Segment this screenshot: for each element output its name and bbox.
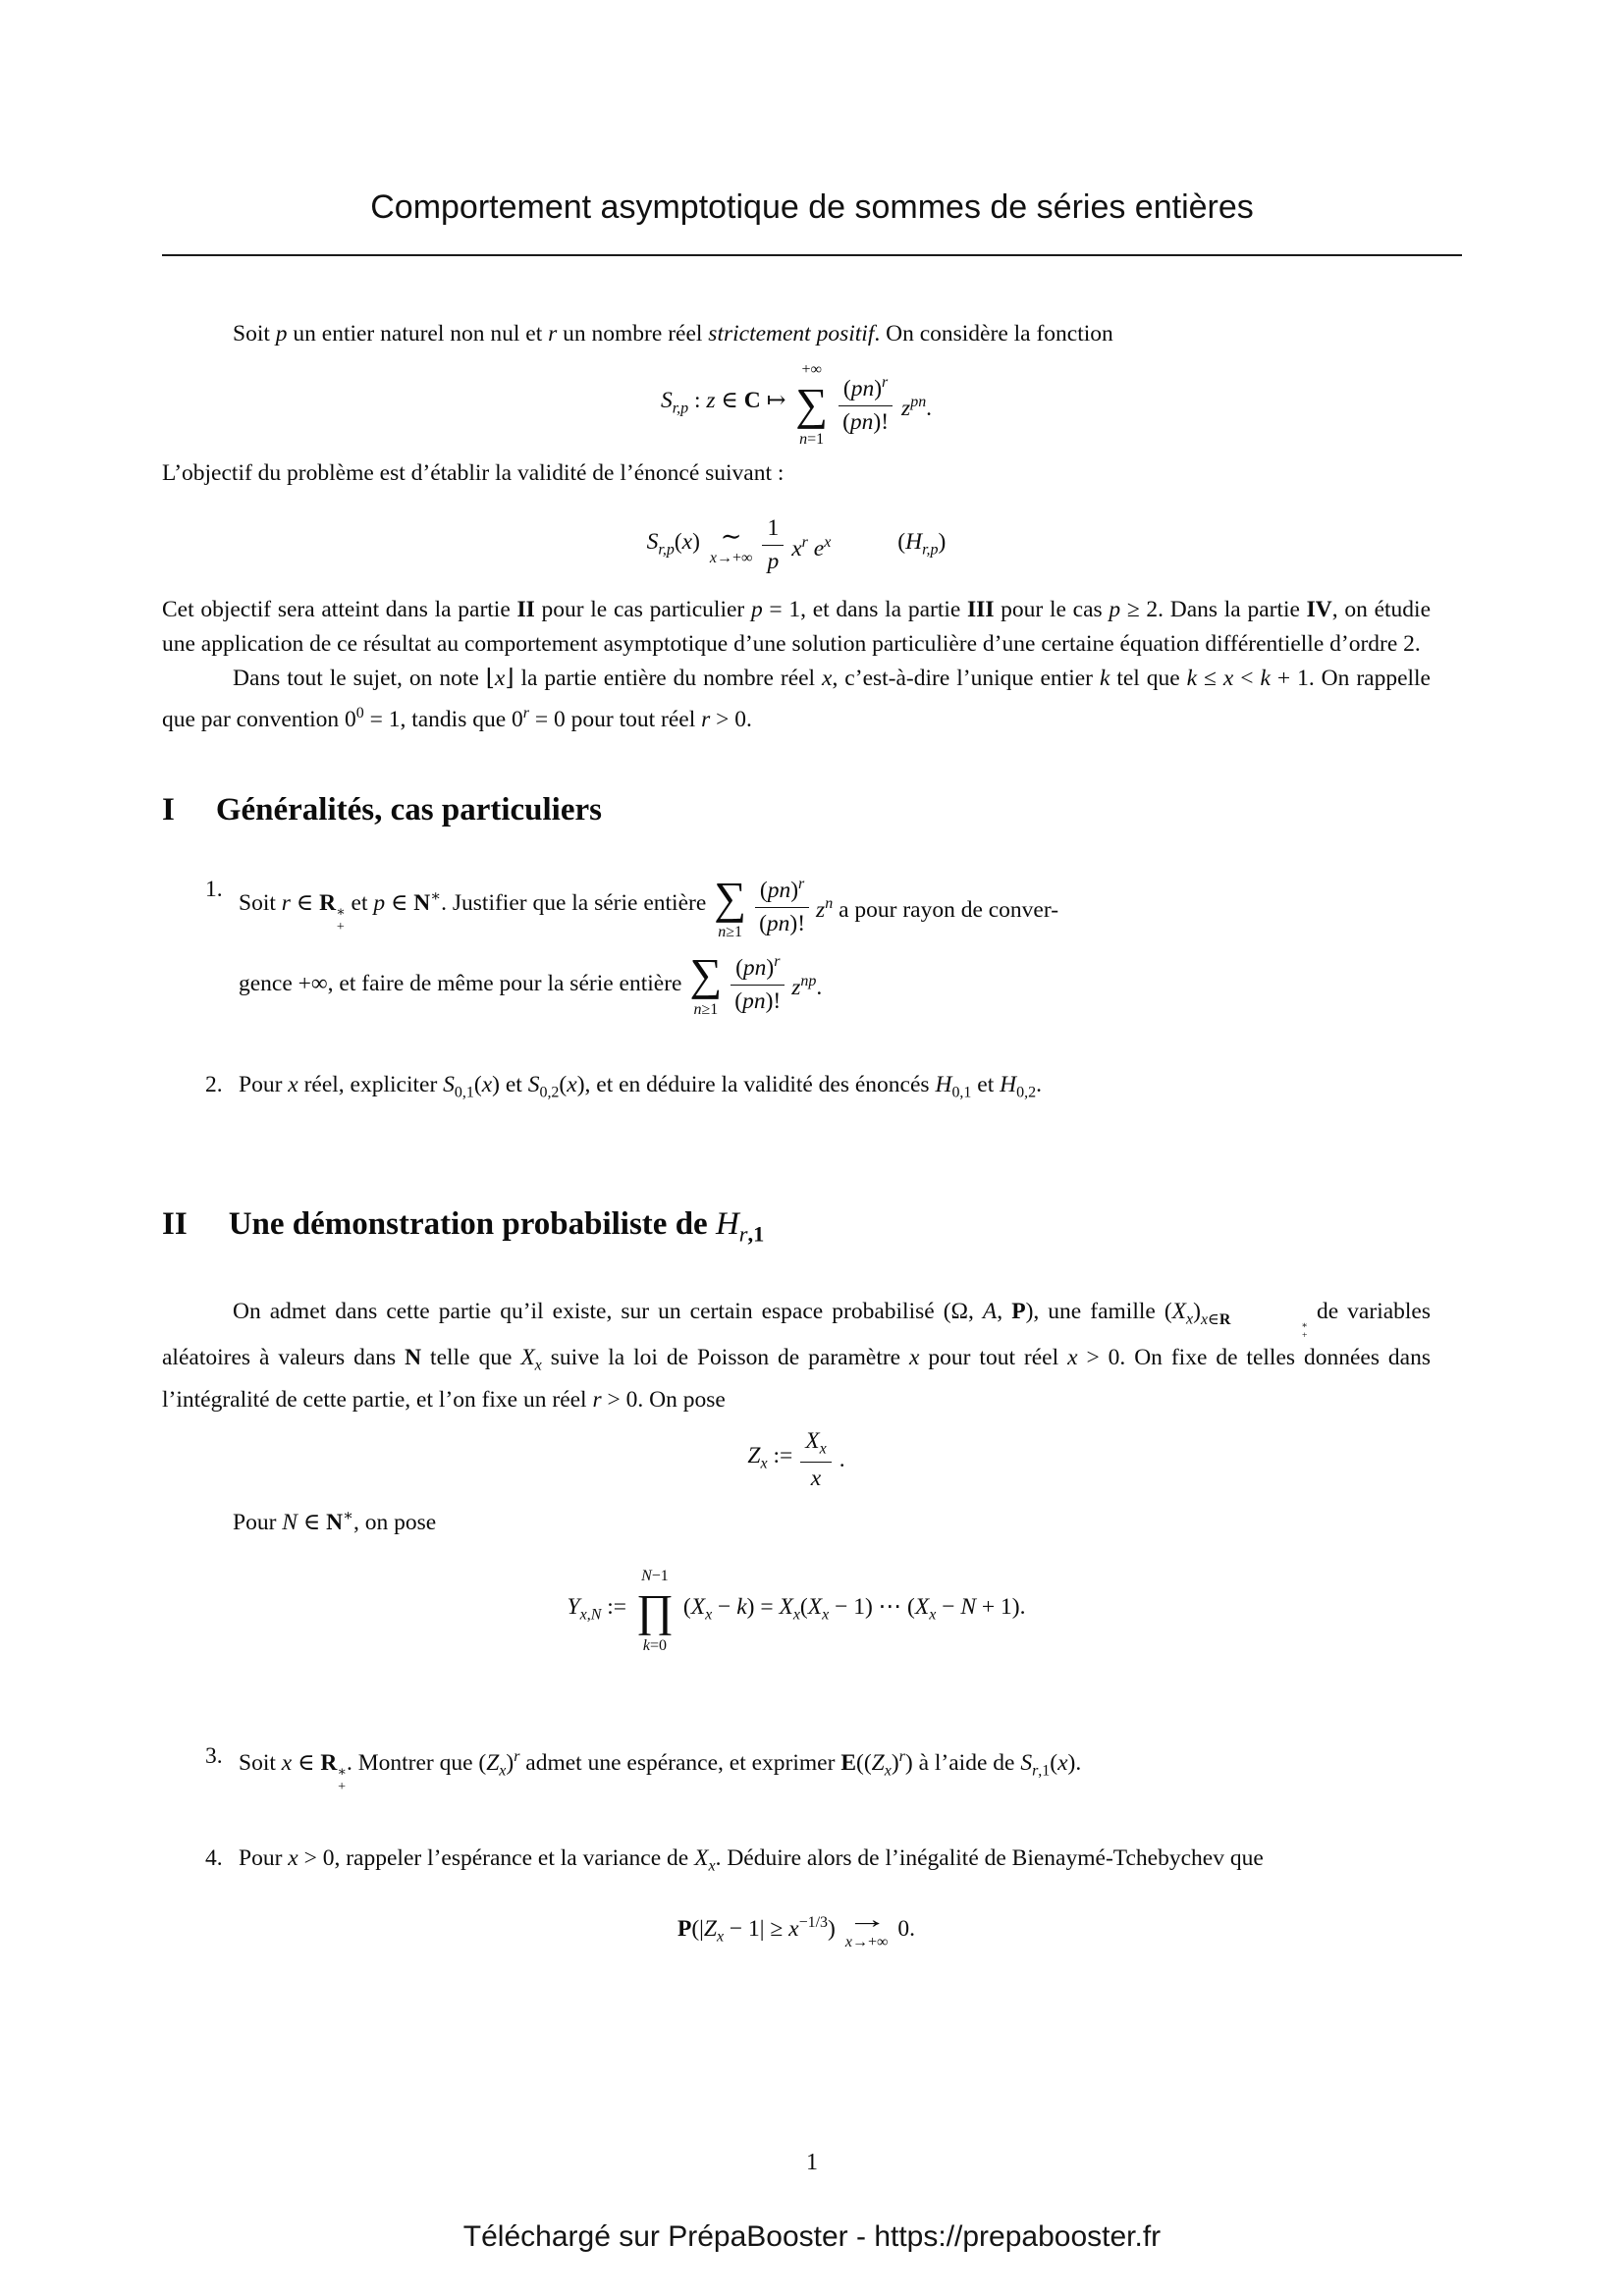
fraction-numerator: (pn)$^r$	[839, 373, 893, 406]
product-operator	[636, 1568, 674, 1655]
question-1-line-1	[239, 873, 1431, 942]
product-symbol: ∏	[636, 1585, 674, 1636]
question-1-line-2	[239, 949, 1431, 1019]
formula-equivalence	[162, 514, 1431, 577]
fraction-numerator: $X_x$	[800, 1427, 831, 1463]
sum-symbol: ∑	[689, 949, 723, 1000]
formula-series-rhs: $z^{pn}$.	[901, 393, 933, 421]
sum-lower-limit: n≥1	[693, 1000, 719, 1018]
formula-probability-limit	[162, 1905, 1431, 1954]
formula-p-lhs: $P(|Z_x - 1| \ge x^{-1/3})$	[677, 1913, 836, 1946]
limit-arrow-subscript: x→+∞	[844, 1933, 889, 1950]
sum-lower-limit: n=1	[799, 430, 825, 448]
question-2-number: 2.	[205, 1072, 223, 1098]
formula-z-rhs: .	[839, 1447, 845, 1473]
formula-equiv-rhs: $x^r$ $e^x$	[791, 534, 832, 561]
formula-equiv-lhs: $S_{r,p}(x)$	[646, 528, 700, 559]
intro-paragraph-4: Dans tout le sujet, on note ⌊x⌋ la partie entière du nombre réel x, c’est-à-dire l’unique entier k tel que k ≤ x < k + 1. On rappelle que par convention $0^0 = 1$, tandis que $0^r = 0$ pour tout réel r > 0.	[162, 665, 1431, 732]
fraction-denominator: x	[810, 1465, 822, 1491]
fraction-denominator: p	[767, 549, 780, 575]
sum-operator	[795, 361, 828, 449]
formula-y-rhs: $(X_x - k) = X_x(X_x - 1)$ ⋯ $(X_x - N + 1)$.	[682, 1594, 1026, 1624]
asymptotic-sim-operator	[710, 523, 753, 568]
question-1-text-3: gence +∞, et faire de même pour la série entière	[239, 971, 682, 997]
question-3-body: Soit x ∈ R ∗ + . Montrer que $(Z_x)^r$ admet une espérance, et exprimer $E((Z_x)^r)$ à l’aide de $S_{r,1}(x)$.	[239, 1748, 1082, 1795]
title-rule	[162, 254, 1462, 256]
formula-series-lhs: $S_{r,p}$ : z ∈ C ↦	[660, 388, 786, 417]
section-2-paragraph-2: Pour N ∈ N∗, on pose	[233, 1508, 437, 1535]
sum-operator	[689, 949, 722, 1019]
sum-symbol: ∑	[795, 379, 829, 430]
fraction-numerator: 1	[762, 514, 784, 546]
section-2-number: II	[162, 1205, 188, 1242]
document-title: Comportement asymptotique de sommes de séries entières	[370, 188, 1254, 226]
section-1-number: I	[162, 791, 175, 828]
question-1-body	[239, 873, 1431, 1019]
intro-paragraph-1: Soit p un entier naturel non nul et r un nombre réel strictement positif. On considère la fonction	[233, 321, 1113, 347]
section-1-title: Généralités, cas particuliers	[215, 791, 602, 828]
sum-upper-limit: +∞	[801, 361, 822, 378]
formula-y-definition	[162, 1568, 1431, 1655]
fraction-numerator: (pn)$^r$	[731, 952, 785, 986]
intro-paragraph-3: Cet objectif sera atteint dans la partie II pour le cas particulier p = 1, et dans la partie III pour le cas p ≥ 2. Dans la partie IV, on étudie une application de ce résultat au comportement asymptotique d’une solution particulière d’une certaine équation différentielle d’ordre 2.	[162, 596, 1431, 657]
product-lower-limit: k=0	[642, 1636, 668, 1654]
z-fraction	[800, 1427, 831, 1493]
question-1-text-2: $z^n$ a pour rayon de conver-	[816, 895, 1059, 923]
document-body	[162, 317, 1431, 1953]
series-fraction	[838, 373, 893, 438]
limit-arrow-operator	[845, 1906, 889, 1951]
formula-z-lhs: $Z_x$ :=	[747, 1443, 793, 1472]
section-2-paragraph-1: On admet dans cette partie qu’il existe, sur un certain espace probabilisé (Ω, A, P), une famille $(X_x)_{x\in R ∗ +}$ de variables aléatoires à valeurs dans N telle que $X_x$ suive la loi de Poisson de paramètre x pour tout réel x > 0. On fixe de telles données dans l’intégralité de cette partie, et l’on fixe un réel r > 0. On pose	[162, 1299, 1432, 1414]
formula-y-lhs: $Y_{x,N}$ :=	[567, 1594, 627, 1624]
question-1-text-4: $z^{np}$.	[791, 972, 823, 1000]
question-4	[205, 1842, 1431, 1884]
product-upper-limit: N−1	[641, 1567, 669, 1584]
sum-symbol: ∑	[714, 872, 747, 923]
fraction-denominator: (pn)!	[734, 988, 782, 1015]
sum-lower-limit: n≥1	[718, 923, 743, 940]
formula-z-definition	[162, 1427, 1431, 1493]
question-4-body: Pour x > 0, rappeler l’espérance et la variance de $X_x$. Déduire alors de l’inégalité de Bienaymé-Tchebychev que	[239, 1844, 1264, 1875]
section-2-title: Une démonstration probabiliste de $H_{r,1}$	[228, 1205, 765, 1247]
long-arrow-symbol: →	[845, 1905, 888, 1935]
sim-symbol: ∼	[720, 522, 742, 552]
page-number: 1	[806, 2150, 818, 2175]
intro-paragraph-2: L’objectif du problème est d’établir la validité de l’énoncé suivant :	[162, 460, 785, 487]
fraction-numerator: (pn)$^r$	[755, 875, 809, 908]
one-over-p-fraction	[762, 514, 784, 577]
question-1	[205, 873, 1431, 1019]
series-fraction	[730, 952, 785, 1017]
fraction-denominator: (pn)!	[759, 911, 806, 937]
formula-series-definition	[162, 361, 1431, 449]
question-1-number: 1.	[205, 876, 223, 902]
footer-download-link[interactable]: Téléchargé sur PrépaBooster - https://prepabooster.fr	[462, 2220, 1162, 2253]
question-3	[205, 1739, 1431, 1794]
sum-operator	[714, 873, 746, 942]
series-fraction	[754, 875, 810, 939]
fraction-denominator: (pn)!	[842, 408, 890, 435]
section-1-heading	[162, 790, 1431, 829]
question-2	[205, 1068, 1431, 1110]
section-2-heading	[162, 1204, 1431, 1255]
sim-subscript: x→+∞	[709, 550, 753, 567]
question-1-text-1: Soit r ∈ R ∗ + et p ∈ N∗. Justifier que la série entière	[239, 888, 707, 935]
question-2-body: Pour x réel, expliciter $S_{0,1}(x)$ et $S_{0,2}(x)$, et en déduire la validité des énoncés $H_{0,1}$ et $H_{0,2}$.	[239, 1072, 1042, 1101]
question-4-number: 4.	[205, 1844, 223, 1871]
hypothesis-tag: $(H_{r,p})$	[897, 528, 947, 559]
formula-p-rhs: 0.	[897, 1915, 916, 1942]
question-3-number: 3.	[205, 1743, 223, 1770]
